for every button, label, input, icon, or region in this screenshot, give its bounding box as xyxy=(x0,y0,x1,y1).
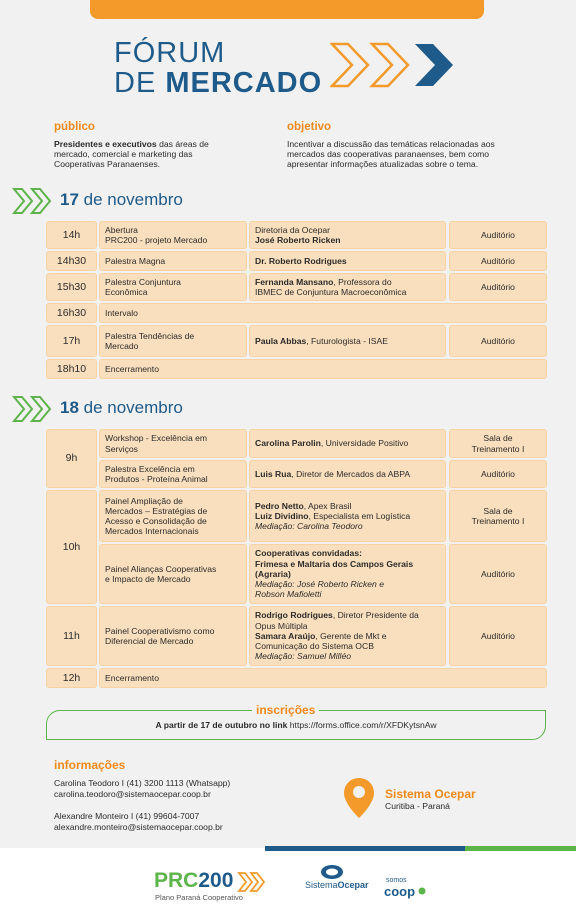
desc-line: Painel Ampliação de xyxy=(105,495,183,506)
schedule-time: 14h30 xyxy=(46,251,97,271)
mediation: Mediação: Samuel Milléo xyxy=(255,651,352,662)
desc-line: Palestra Tendências de xyxy=(105,330,195,341)
contact-email[interactable]: carolina.teodoro@sistemaocepar.coop.br xyxy=(54,789,211,799)
desc-line: Abertura xyxy=(105,224,138,235)
schedule-desc xyxy=(99,273,247,301)
speaker-role: , Gerente de Mkt e xyxy=(315,630,387,641)
publico-line2: mercado, comercial e marketing das xyxy=(54,149,193,160)
schedule-location xyxy=(449,429,547,458)
schedule-desc: Palestra Magna xyxy=(99,251,247,271)
contact-email[interactable]: alexandre.monteiro@sistemaocepar.coop.br xyxy=(54,822,223,832)
schedule-desc xyxy=(99,490,247,542)
speaker-name: Luis Rua xyxy=(255,468,292,479)
schedule-location: Auditório xyxy=(449,606,547,666)
venue-city: Curitiba - Paraná xyxy=(385,801,450,811)
prc-chevron-icon xyxy=(237,871,267,893)
speaker-name: Pedro Netto xyxy=(255,500,304,511)
desc-line: e Impacto de Mercado xyxy=(105,574,191,584)
loc-line: Treinamento I xyxy=(471,516,525,526)
schedule-desc xyxy=(99,325,247,357)
day2-chevron-icon xyxy=(12,395,54,423)
objetivo-label: objetivo xyxy=(287,121,332,133)
loc-line: Sala de xyxy=(483,433,513,444)
inscricoes-link[interactable]: https://forms.office.com/r/XFDKytsnAw xyxy=(287,720,437,730)
schedule-time: 15h30 xyxy=(46,273,97,301)
schedule-time: 12h xyxy=(46,668,97,688)
publico-label: público xyxy=(54,121,95,133)
desc-line: Mercado xyxy=(105,341,139,351)
schedule-location: Auditório xyxy=(449,460,547,488)
title-mercado: MERCADO xyxy=(165,67,323,99)
prc-number: 200 xyxy=(198,869,234,892)
publico-line3: Cooperativas Paranaenses. xyxy=(54,159,161,170)
day2-rest: de novembro xyxy=(78,398,183,417)
speaker-name: (Agraria) xyxy=(255,568,291,579)
inscricoes-bold: A partir de 17 de outubro no link xyxy=(155,720,288,730)
top-accent-bar xyxy=(90,0,484,19)
speaker-role: , Apex Brasil xyxy=(303,500,352,511)
somos-text: somos xyxy=(386,877,407,884)
objetivo-line3: apresentar informações atualizadas sobre o tema. xyxy=(287,159,479,170)
speaker-line: Cooperativas convidadas: xyxy=(255,548,362,559)
schedule-speaker xyxy=(249,273,446,301)
desc-line: Acesso e Consolidação de xyxy=(105,516,207,526)
schedule-time: 9h xyxy=(46,429,97,488)
speaker-line: Opus Múltipla xyxy=(255,620,308,631)
mediation: Robson Mafioletti xyxy=(255,589,322,600)
objetivo-text xyxy=(287,139,547,170)
desc-line: PRC200 - projeto Mercado xyxy=(105,235,208,245)
speaker-name: Samara Araújo xyxy=(255,630,316,641)
schedule-speaker xyxy=(249,460,446,488)
schedule-time: 14h xyxy=(46,221,97,249)
sis-text: Sistema xyxy=(305,880,338,890)
informacoes-label: informações xyxy=(54,758,126,772)
schedule-desc xyxy=(99,606,247,666)
schedule-time: 16h30 xyxy=(46,303,97,323)
speaker-role: , Especialista em Logística xyxy=(308,510,411,521)
mediation: Mediação: José Roberto Ricken e xyxy=(255,579,384,590)
ocepar-globe-icon xyxy=(320,864,344,880)
inscricoes-label: inscrições xyxy=(252,703,319,717)
schedule-speaker xyxy=(249,221,446,249)
schedule-desc: Intervalo xyxy=(99,303,547,323)
schedule-time: 17h xyxy=(46,325,97,357)
objetivo-line2: mercados das cooperativas paranaenses, bem como xyxy=(287,149,490,160)
schedule-speaker xyxy=(249,490,446,542)
speaker-name: Luiz Dividino xyxy=(255,510,309,521)
speaker-line: IBMEC de Conjuntura Macroeconômica xyxy=(255,287,407,297)
schedule-speaker xyxy=(249,325,446,357)
title-de: DE xyxy=(114,67,166,99)
schedule-desc: Encerramento xyxy=(99,359,547,379)
schedule-desc xyxy=(99,460,247,488)
schedule-location: Auditório xyxy=(449,273,547,301)
objetivo-line1: Incentivar a discussão das temáticas relacionadas aos xyxy=(287,139,495,149)
speaker-line: Comunicação do Sistema OCB xyxy=(255,641,374,652)
speaker-line: Diretoria da Ocepar xyxy=(255,224,330,235)
publico-rest: das áreas de xyxy=(156,139,209,149)
speaker-name: Paula Abbas xyxy=(255,335,307,346)
footer-line-blue xyxy=(265,846,465,851)
speaker-name: Carolina Parolin xyxy=(255,438,321,449)
day1-chevron-icon xyxy=(12,187,54,215)
schedule-location: Auditório xyxy=(449,544,547,604)
schedule-desc: Encerramento xyxy=(99,668,547,688)
sistema-ocepar-logo xyxy=(305,880,369,890)
page-title xyxy=(114,38,322,98)
speaker-name: Dr. Roberto Rodrigues xyxy=(255,255,347,266)
title-line2 xyxy=(114,68,322,98)
speaker-name: Frimesa e Maltaria dos Campos Gerais xyxy=(255,558,414,569)
schedule-speaker xyxy=(249,606,446,666)
day1-rest: de novembro xyxy=(78,190,183,209)
prc200-logo xyxy=(154,869,233,893)
desc-line: Serviços xyxy=(105,443,138,454)
desc-line: Produtos - Proteína Animal xyxy=(105,474,208,484)
location-pin-icon xyxy=(342,776,376,820)
schedule-time: 11h xyxy=(46,606,97,666)
desc-line: Workshop - Excelência em xyxy=(105,433,208,444)
footer xyxy=(0,848,576,911)
day1-num: 17 xyxy=(60,190,79,209)
speaker-role: , Diretor Presidente da xyxy=(332,610,419,621)
desc-line: Mercados Internacionais xyxy=(105,526,199,537)
schedule-desc xyxy=(99,429,247,458)
desc-line: Diferencial de Mercado xyxy=(105,636,194,646)
venue-name: Sistema Ocepar xyxy=(385,787,476,801)
loc-line: Sala de xyxy=(483,505,513,516)
coop-logo: coop xyxy=(384,884,416,899)
speaker-role: , Professora do xyxy=(333,276,392,287)
schedule-desc xyxy=(99,544,247,604)
inscricoes-text xyxy=(46,720,546,730)
speaker-role: , Futurologista - ISAE xyxy=(306,335,388,346)
schedule-location: Auditório xyxy=(449,251,547,271)
loc-line: Treinamento I xyxy=(471,443,525,454)
desc-line: Painel Cooperativismo como xyxy=(105,625,215,636)
speaker-name: Fernanda Mansano xyxy=(255,276,334,287)
day2-num: 18 xyxy=(60,398,79,417)
schedule-time: 10h xyxy=(46,490,97,604)
desc-line: Econômica xyxy=(105,287,148,297)
day1-title xyxy=(60,190,183,210)
day2-title xyxy=(60,398,183,418)
speaker-role: , Diretor de Mercados da ABPA xyxy=(291,468,411,479)
schedule-location: Auditório xyxy=(449,221,547,249)
desc-line: Palestra Excelência em xyxy=(105,463,195,474)
schedule-location: Auditório xyxy=(449,325,547,357)
schedule-speaker xyxy=(249,544,446,604)
prc-text: PRC xyxy=(154,869,199,892)
schedule-speaker xyxy=(249,429,446,458)
schedule-desc xyxy=(99,221,247,249)
prc-subtitle: Plano Paraná Cooperativo xyxy=(155,893,243,902)
desc-line: Mercados – Estratégias de xyxy=(105,505,208,516)
speaker-name: Rodrigo Rodrigues xyxy=(255,610,333,621)
chevrons-icon xyxy=(330,40,475,90)
schedule-location xyxy=(449,490,547,542)
mediation: Mediação: Carolina Teodoro xyxy=(255,521,363,532)
desc-line: Palestra Conjuntura xyxy=(105,276,181,287)
coop-dot-icon xyxy=(418,887,426,895)
publico-bold: Presidentes e executivos xyxy=(54,139,157,149)
speaker-name: José Roberto Ricken xyxy=(255,235,341,245)
contact-line: Alexandre Monteiro I (41) 99604-7007 xyxy=(54,811,200,821)
publico-text xyxy=(54,139,269,170)
schedule-speaker xyxy=(249,251,446,271)
contact-line: Carolina Teodoro I (41) 3200 1113 (Whatsapp) xyxy=(54,778,231,788)
footer-line-green xyxy=(465,846,576,851)
title-line1: FÓRUM xyxy=(114,37,226,69)
sis-text-bold: Ocepar xyxy=(337,880,369,890)
schedule-time: 18h10 xyxy=(46,359,97,379)
desc-line: Painel Alianças Cooperativas xyxy=(105,563,217,574)
speaker-role: , Universidade Positivo xyxy=(320,438,409,449)
